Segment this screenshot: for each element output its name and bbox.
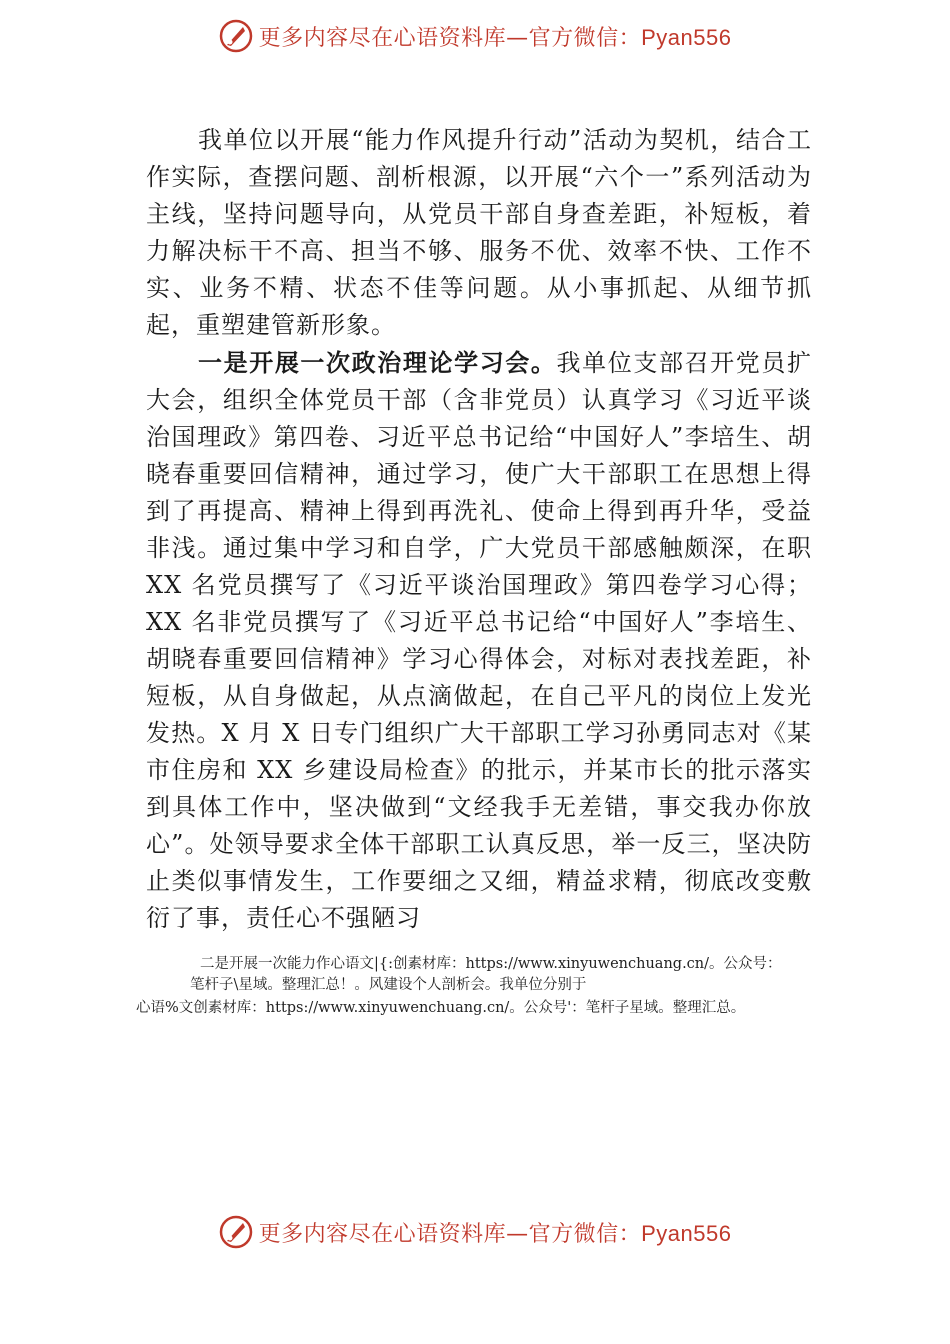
paragraph-text: 我单位支部召开党员扩大会，组织全体党员干部（含非党员）认真学习《习近平谈治国理政》第四卷、习近平总书记给“中国好人”李培生、胡晓春重要回信精神，通过学习，使广大干部职工在思想上得到了再提高、精神上得到再洗礼、使命上得到再升华，受益非浅。通过集中学习和自学，广大党员干部感触颇深，在职 XX 名党员撰写了《习近平谈治国理政》第四卷学习心得；XX 名非党员撰写了《习近平总书记给“中国好人”李培生、胡晓春重要回信精神》学习心得体会，对标对表找差距，补短板，从自身做起，从点滴做起，在自己平凡的岗位上发光发热。X 月 X 日专门组织广大干部职工学习孙勇同志对《某市住房和 XX 乡建设局检查》的批示，并某市长的批示落实到具体工作中，坚决做到“文经我手无差错，事交我办你放心”。处领导要求全体干部职工认真反思，举一反三，坚决防止类似事情发生，工作要细之又细，精益求精，彻底改变敷衍了事，责任心不强陋习 <box>146 349 813 932</box>
banner-text: 更多内容尽在心语资料库—官方微信：Pyan556 <box>258 1220 732 1247</box>
footnote-line-2: 笔杆子\星域。整理汇总！。风建设个人剖析会。我单位分别于 <box>190 977 587 993</box>
quill-pen-logo-icon <box>219 19 253 53</box>
header-watermark-banner <box>0 16 950 56</box>
wechat-id: Pyan556 <box>641 24 732 50</box>
quill-pen-logo-icon <box>219 1215 253 1249</box>
paragraph-intro: 我单位以开展“能力作风提升行动”活动为契机，结合工作实际，查摆问题、剖析根源，以开展“六个一”系列活动为主线，坚持问题导向，从党员干部自身查差距，补短板，着力解决标干不高、担当不够、服务不优、效率不快、工作不实、业务不精、状态不佳等问题。从小事抓起、从细节抓起，重塑建管新形象。 <box>146 126 812 339</box>
wechat-id: Pyan556 <box>641 1220 732 1246</box>
footer-watermark-banner <box>0 1212 950 1252</box>
document-body <box>146 122 812 937</box>
footnote-line-1: 二是开展一次能力作心语文|{:创素材库：https://www.xinyuwenchuang.cn/。公众号： <box>200 956 782 972</box>
paragraph-heading: 一是开展一次政治理论学习会。 <box>198 348 557 377</box>
banner-text: 更多内容尽在心语资料库—官方微信：Pyan556 <box>258 24 732 51</box>
paragraph-study-session <box>146 344 812 937</box>
footnote-line-3: 心语%文创素材库：https://www.xinyuwenchuang.cn/。公众号'：笔杆子星域。整理汇总。 <box>136 1000 746 1016</box>
